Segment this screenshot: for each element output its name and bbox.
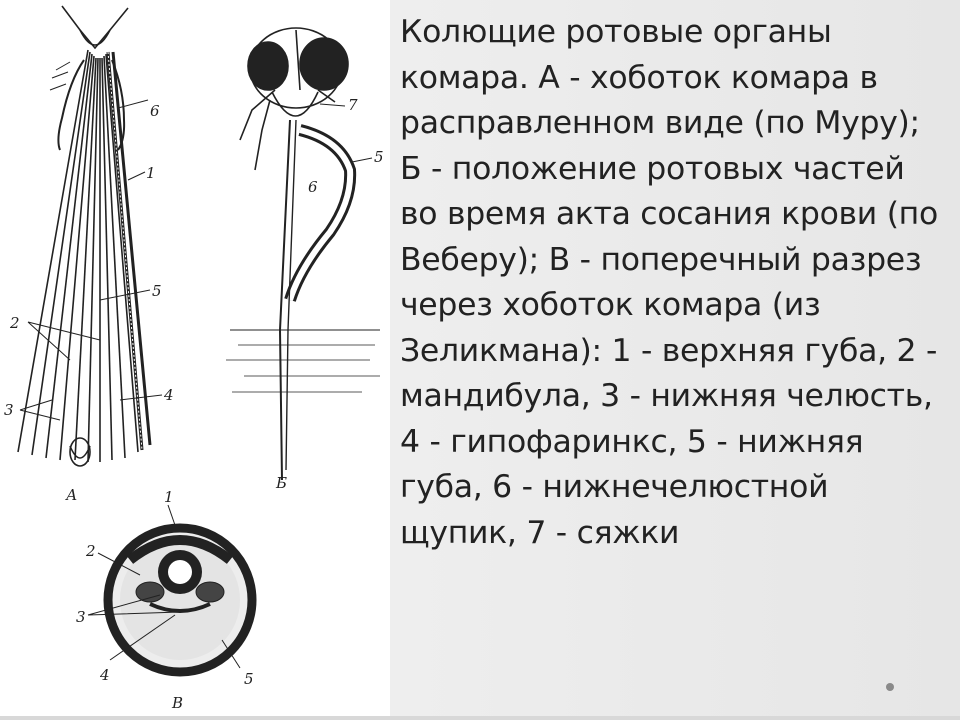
panel-a-label-6: 6 bbox=[150, 102, 160, 120]
panel-c-label-2: 2 bbox=[86, 542, 96, 560]
panel-b-letter: Б bbox=[276, 474, 288, 492]
panel-c-letter: В bbox=[172, 694, 184, 712]
panel-b-label-7: 7 bbox=[348, 96, 358, 114]
panel-c-label-3: 3 bbox=[76, 608, 86, 626]
panel-a-label-2: 2 bbox=[10, 314, 20, 332]
panel-c-label-4: 4 bbox=[100, 666, 110, 684]
figure-drawing bbox=[0, 0, 390, 720]
panel-a-label-3: 3 bbox=[4, 401, 14, 419]
panel-a-label-4: 4 bbox=[164, 386, 174, 404]
slide-nav-dot[interactable] bbox=[886, 683, 894, 691]
panel-a-label-1: 1 bbox=[146, 164, 156, 182]
panel-c-cross-section bbox=[88, 505, 252, 672]
slide-bottom-border bbox=[0, 716, 960, 720]
panel-a-proboscis bbox=[18, 6, 162, 466]
slide-caption: Колющие ротовые органы комара. А - хоботок комара в расправленном виде (по Муру); Б - положение ротовых частей во время акта сосания крови (по Веберу); В - поперечный разрез через хоботок комара (из Зеликмана): 1 - верхняя губа, 2 - мандибула, 3 - нижняя челюсть, 4 - гипофаринкс, 5 - нижняя губа, 6 - нижнечелюстной щупик, 7 - сяжки bbox=[400, 14, 938, 551]
panel-b-label-5: 5 bbox=[374, 148, 384, 166]
panel-b-label-6: 6 bbox=[308, 178, 318, 196]
panel-c-label-1: 1 bbox=[164, 488, 174, 506]
panel-a-letter: А bbox=[66, 486, 78, 504]
mosquito-mouthparts-figure bbox=[0, 0, 390, 720]
panel-c-label-5: 5 bbox=[244, 670, 254, 688]
panel-a-label-5: 5 bbox=[152, 282, 162, 300]
